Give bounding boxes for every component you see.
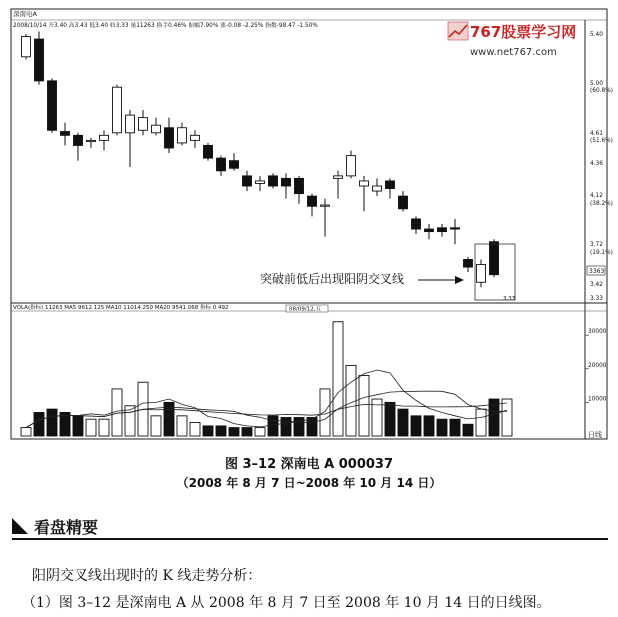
candle-body-down — [61, 132, 70, 136]
chart-title: 深南电A — [13, 10, 37, 18]
candle-body-down — [399, 196, 408, 209]
candle-body-down — [464, 259, 473, 267]
candle-body-up — [347, 156, 356, 176]
candle — [204, 143, 213, 161]
volume-bar — [47, 409, 57, 436]
figure-date-range: （2008 年 8 月 7 日~2008 年 10 月 14 日） — [176, 476, 442, 490]
volume-bar — [437, 419, 447, 436]
price-tick-label: (38.2%) — [590, 201, 613, 207]
price-tick-label: 3.42 — [590, 282, 603, 288]
price-tick-label: 4.12 — [590, 193, 603, 199]
ohlc-info: 2008/10/14 开3.40 高3.43 低3.40 收3.33 量11263 换手0.46% 振幅7.90% 涨-0.08 -2.25% 指数-98.47 -1.50% — [13, 23, 318, 29]
volume-bar — [86, 419, 96, 436]
candle — [48, 78, 57, 132]
candle-body-down — [74, 135, 83, 145]
section-marker-icon — [12, 518, 28, 534]
volume-bar — [333, 322, 343, 436]
candle-body-down — [308, 196, 317, 206]
paragraph-intro: 阳阴交叉线出现时的 K 线走势分析： — [32, 568, 262, 584]
volume-bar — [268, 416, 278, 436]
candle-body-down — [35, 39, 44, 81]
volume-bar — [359, 376, 369, 437]
candle-body-up — [100, 135, 109, 140]
volume-bar — [177, 416, 187, 436]
volume-bar — [216, 426, 226, 436]
candle-body-up — [373, 186, 382, 191]
candle-body-down — [386, 181, 395, 189]
volume-tick-label: 30000 — [588, 329, 607, 336]
candle-body-down — [217, 158, 226, 171]
volume-axis-label: 日线 — [588, 431, 602, 439]
price-tick-label: 5.00 — [590, 81, 603, 87]
candle-body-down — [295, 178, 304, 193]
price-tick-label: 5.40 — [590, 32, 603, 38]
annotation-text: 突破前低后出现阳阴交叉线 — [260, 272, 405, 286]
volume-bar — [502, 399, 512, 436]
volume-bar — [281, 418, 291, 436]
logo-mark-icon — [448, 22, 468, 40]
volume-bar — [385, 402, 395, 436]
volume-bar — [398, 409, 408, 436]
volume-bar — [450, 419, 460, 436]
candle-body-down — [165, 128, 174, 148]
candle-body-up — [334, 176, 343, 179]
section-rule — [12, 538, 608, 540]
volume-header: VOLA(指标) 11263 MA5 9612.125 MA10 11014.250 MA20 9541.068 指标 0.492 — [13, 305, 229, 311]
candle — [269, 173, 278, 188]
volume-bar — [21, 428, 31, 436]
candle-body-up — [22, 37, 31, 57]
price-tick-label: 4.36 — [590, 161, 603, 167]
candle-body-up — [126, 115, 135, 133]
candle-body-up — [139, 118, 148, 131]
section-title: 看盘精要 — [34, 518, 99, 537]
volume-bar — [424, 416, 434, 436]
price-tick-label: (51.6%) — [590, 138, 613, 144]
candle-body-up — [360, 181, 369, 186]
volume-bar — [255, 428, 265, 436]
volume-bar — [242, 428, 252, 436]
volume-bar — [229, 428, 239, 436]
logo-url: www.net767.com — [470, 47, 557, 58]
price-tick-label: (60.8%) — [590, 88, 613, 94]
volume-bar — [411, 416, 421, 436]
volume-bar — [307, 418, 317, 436]
volume-bar — [203, 426, 213, 436]
volume-bar — [99, 419, 109, 436]
volume-bar — [34, 412, 44, 436]
candle-body-up — [321, 205, 330, 206]
candle-body-up — [191, 135, 200, 140]
price-tick-label: 3.33 — [590, 296, 603, 302]
candle-body-down — [230, 161, 239, 169]
candle-body-down — [204, 145, 213, 158]
date-label: 08/09/12,五 — [289, 306, 321, 313]
candle-body-up — [477, 265, 486, 283]
volume-bar — [346, 365, 356, 436]
figure-caption: 图 3–12 深南电 A 000037 — [224, 457, 394, 472]
candle — [35, 31, 44, 84]
candle-body-up — [178, 128, 187, 143]
volume-bar — [190, 423, 200, 436]
candle-body-down — [490, 242, 499, 275]
candle-body-down — [412, 219, 421, 229]
candle — [490, 239, 499, 277]
candle-body-down — [451, 228, 460, 229]
current-price-label: 3363 — [589, 268, 605, 275]
candle-body-down — [425, 229, 434, 232]
candle-body-down — [282, 178, 291, 186]
candle — [22, 34, 31, 59]
price-tick-label: 4.61 — [590, 131, 603, 137]
volume-bar — [151, 416, 161, 436]
candle-body-up — [256, 181, 265, 184]
low-price-label: 3.33 — [503, 296, 516, 302]
candle-body-down — [438, 228, 447, 232]
volume-bar — [463, 424, 473, 436]
volume-bar — [476, 409, 486, 436]
candle-body-down — [243, 176, 252, 186]
volume-bar — [73, 416, 83, 436]
candle — [113, 85, 122, 136]
volume-tick-label: 20000 — [588, 362, 607, 369]
logo-text: 767股票学习网 — [470, 23, 577, 41]
candle-body-down — [269, 176, 278, 186]
volume-tick-label: 10000 — [588, 396, 607, 403]
price-tick-label: (19.1%) — [590, 250, 613, 256]
candle-body-down — [48, 81, 57, 130]
section-header — [12, 514, 608, 540]
candle-body-up — [113, 87, 122, 133]
price-tick-label: 3.72 — [590, 242, 603, 248]
chart-frame — [11, 9, 607, 439]
paragraph-point-1: （1）图 3–12 是深南电 A 从 2008 年 8 月 7 日至 2008 年 10 月 14 日的日线图。 — [22, 595, 551, 611]
candle-body-up — [152, 125, 161, 133]
candle-body-up — [87, 140, 96, 141]
